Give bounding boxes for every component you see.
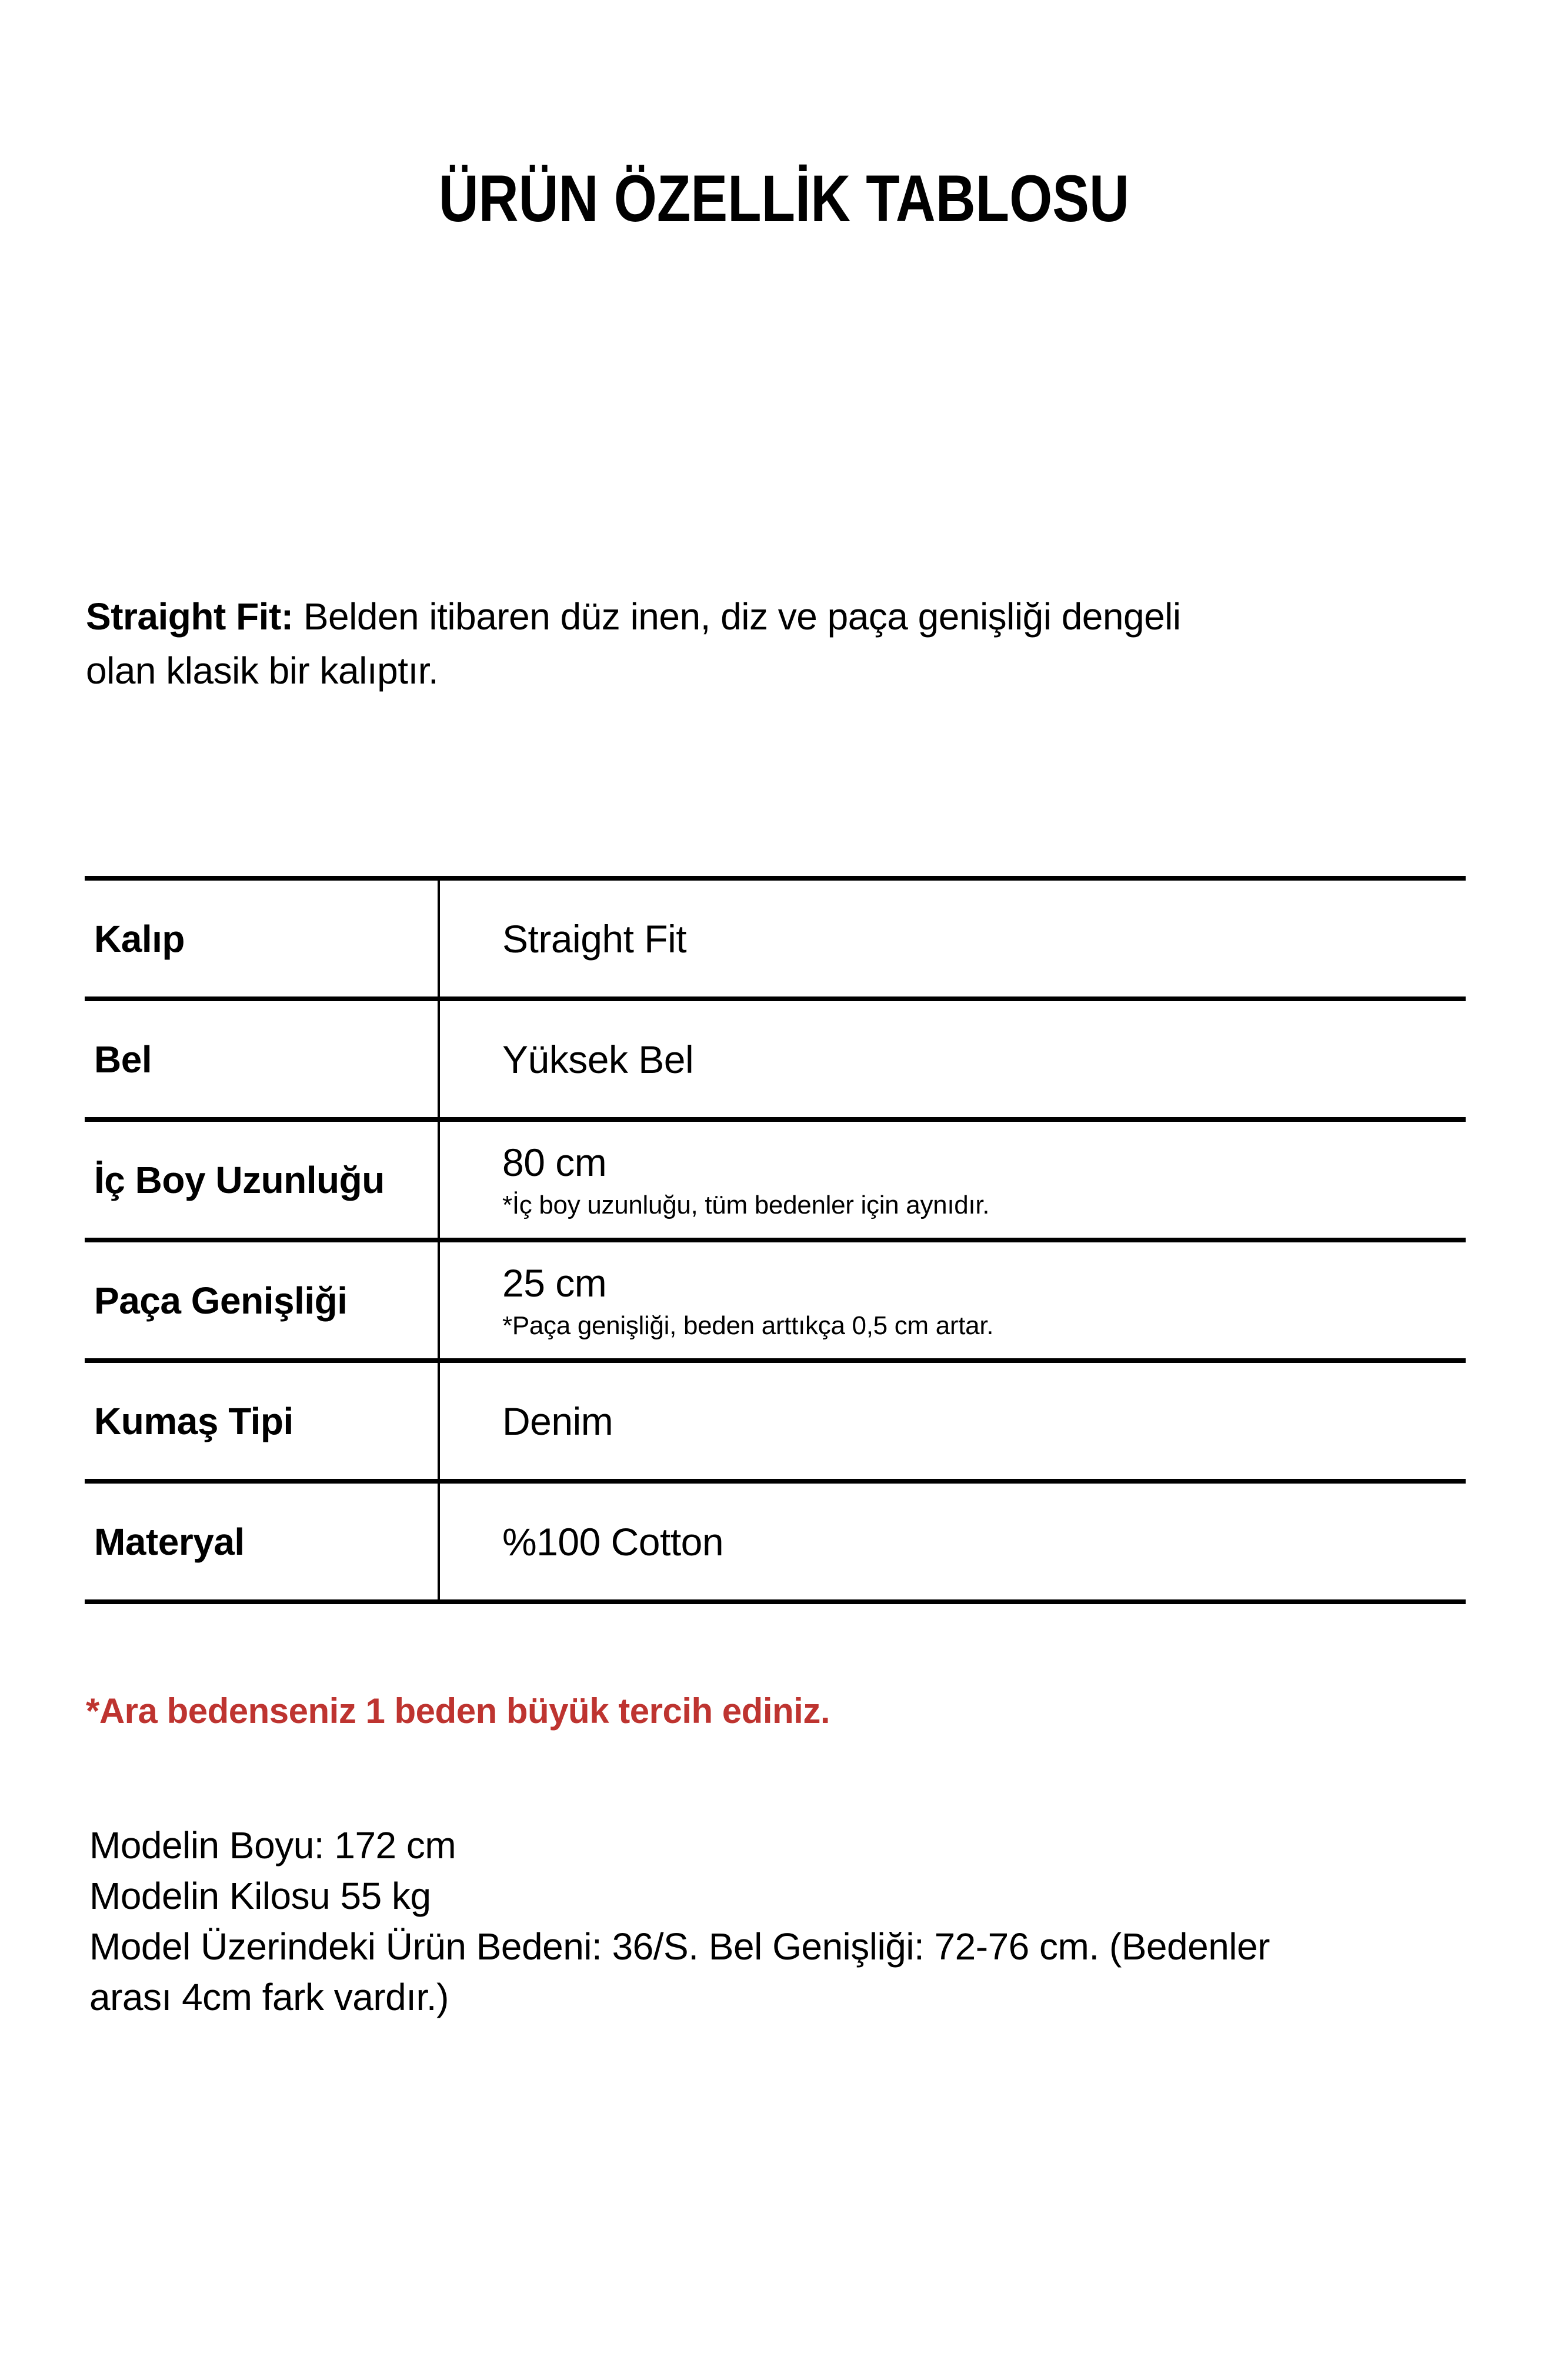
spec-value: 80 cm [502,1140,607,1184]
spec-label: Materyal [85,1484,440,1599]
spec-value: Denim [502,1399,613,1443]
size-warning-note: *Ara bedenseniz 1 beden büyük tercih ediniz. [86,1691,830,1731]
spec-value-cell [440,1242,1466,1358]
spec-label: Paça Genişliği [85,1242,440,1358]
title-container [0,162,1568,235]
page-title: ÜRÜN ÖZELLİK TABLOSU [438,162,1130,235]
model-size-line-2: arası 4cm fark vardır.) [89,1976,449,2018]
table-row-paca-genisligi [85,1242,1466,1363]
spec-label: İç Boy Uzunluğu [85,1122,440,1238]
spec-label: Bel [85,1001,440,1117]
model-info-block [89,1820,1270,2022]
fit-description [86,589,1521,698]
table-row-ic-boy-uzunlugu [85,1122,1466,1242]
spec-value: 25 cm [502,1261,607,1305]
table-row-kalip [85,881,1466,1001]
fit-description-line1: Belden itibaren düz inen, diz ve paça genişliği dengeli [293,595,1181,638]
fit-name-bold: Straight Fit: [86,595,293,638]
spec-value-cell [440,1484,1466,1599]
table-row-bel [85,1001,1466,1122]
table-row-kumas-tipi [85,1363,1466,1484]
model-size-line-1: Model Üzerindeki Ürün Bedeni: 36/S. Bel Genişliği: 72-76 cm. (Bedenler [89,1925,1270,1968]
table-row-materyal [85,1484,1466,1604]
fit-description-line2: olan klasik bir kalıptır. [86,649,439,692]
spec-label: Kalıp [85,881,440,996]
model-height-line: Modelin Boyu: 172 cm [89,1824,456,1867]
spec-value-cell [440,881,1466,996]
spec-value-cell [440,1001,1466,1117]
spec-value-cell [440,1363,1466,1479]
spec-value-note: *Paça genişliği, beden arttıkça 0,5 cm artar. [502,1311,994,1340]
spec-label: Kumaş Tipi [85,1363,440,1479]
spec-value: Straight Fit [502,916,687,961]
spec-value-cell [440,1122,1466,1238]
spec-value-note: *İç boy uzunluğu, tüm bedenler için aynıdır. [502,1190,990,1219]
spec-value: Yüksek Bel [502,1037,694,1081]
spec-table [85,876,1466,1604]
model-weight-line: Modelin Kilosu 55 kg [89,1875,431,1917]
spec-value: %100 Cotton [502,1519,724,1564]
